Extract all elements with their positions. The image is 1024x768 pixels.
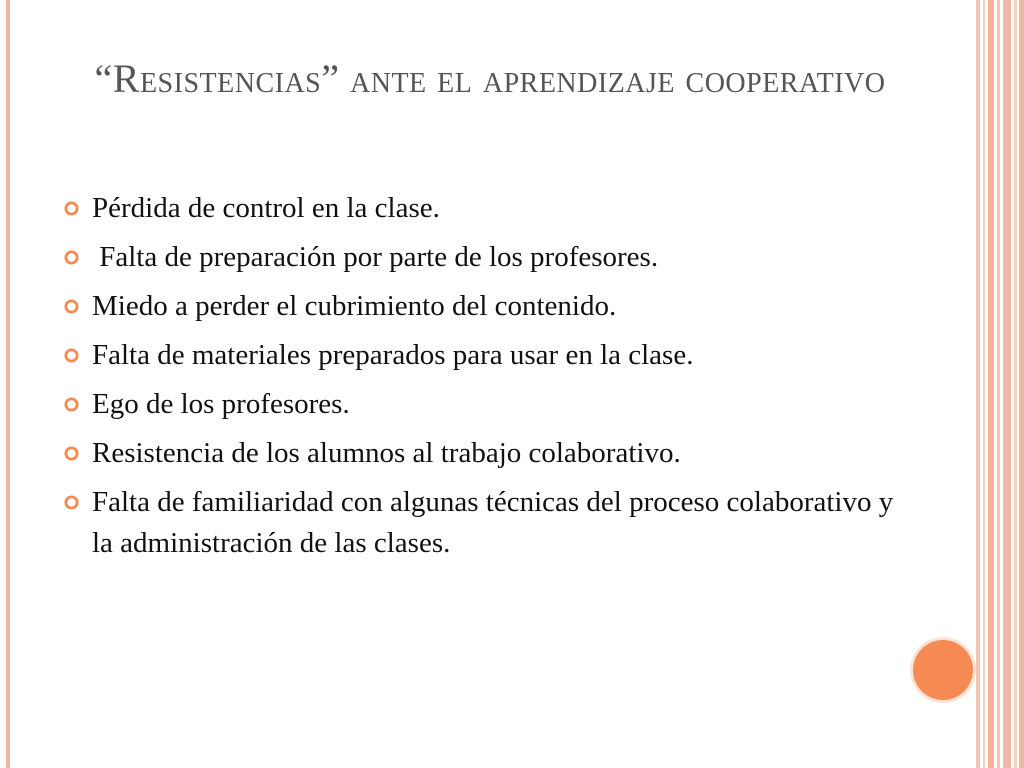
bullet-item	[62, 433, 902, 474]
orange-ring-bullet-icon	[64, 446, 79, 461]
orange-ring-bullet-icon	[64, 299, 79, 314]
decorative-stripe	[988, 0, 994, 768]
decorative-stripe	[983, 0, 985, 768]
decorative-stripe	[997, 0, 1000, 768]
bullet-text: Falta de familiaridad con algunas técnicas del proceso colaborativo y la administración de las clases.	[92, 486, 894, 559]
left-border-line	[6, 0, 10, 768]
bullet-item	[62, 237, 902, 278]
bullet-text: Falta de materiales preparados para usar en la clase.	[92, 339, 694, 371]
bullet-item	[62, 384, 902, 425]
orange-ring-bullet-icon	[64, 397, 79, 412]
decorative-stripe	[1019, 0, 1024, 768]
orange-ring-bullet-icon	[64, 348, 79, 363]
decorative-stripe	[1014, 0, 1017, 768]
slide-title: “Resistencias” ante el aprendizaje cooperativo	[94, 56, 886, 101]
bullet-text: Falta de preparación por parte de los profesores.	[92, 241, 659, 273]
bullet-item	[62, 482, 902, 564]
bullet-list	[62, 188, 902, 572]
orange-ring-bullet-icon	[64, 495, 79, 510]
orange-circle-decoration	[913, 640, 973, 700]
orange-ring-bullet-icon	[64, 250, 79, 265]
bullet-item	[62, 335, 902, 376]
bullet-item	[62, 286, 902, 327]
bullet-text: Pérdida de control en la clase.	[92, 192, 440, 224]
bullet-item	[62, 188, 902, 229]
decorative-stripe	[976, 0, 980, 768]
bullet-text: Resistencia de los alumnos al trabajo colaborativo.	[92, 437, 681, 469]
bullet-text: Miedo a perder el cubrimiento del contenido.	[92, 290, 617, 322]
decorative-stripe	[1003, 0, 1011, 768]
bullet-text: Ego de los profesores.	[92, 388, 350, 420]
orange-ring-bullet-icon	[64, 201, 79, 216]
